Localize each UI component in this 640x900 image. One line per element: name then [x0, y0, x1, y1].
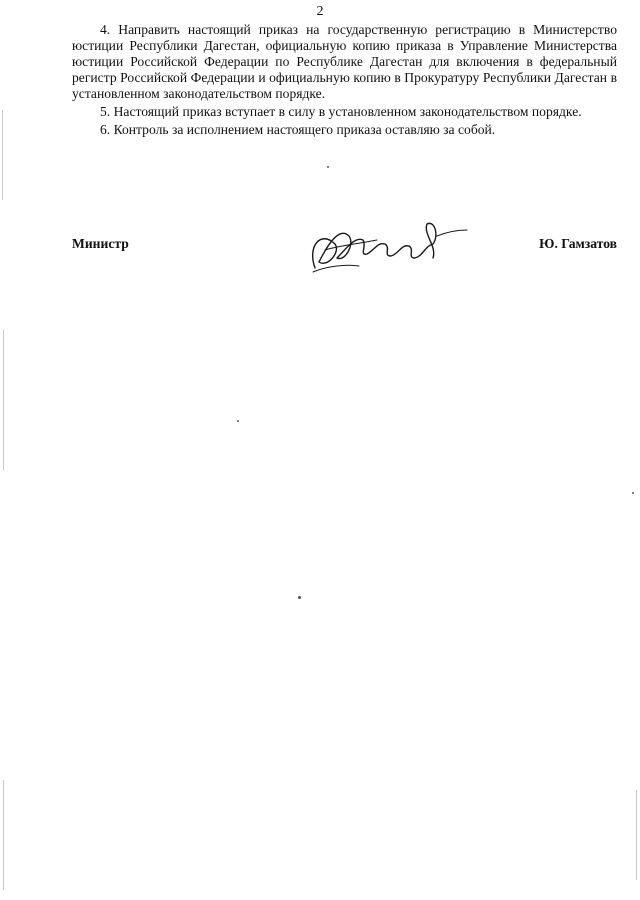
paragraph-5: 5. Настоящий приказ вступает в силу в установленном законодательством порядке. — [100, 104, 582, 119]
page-number: 2 — [316, 4, 324, 19]
scan-speck — [298, 596, 301, 599]
scan-edge-mark — [3, 330, 4, 470]
scan-speck — [237, 420, 239, 422]
signer-title: Министр — [72, 236, 129, 251]
signer-name: Ю. Гамзатов — [539, 236, 617, 251]
signature-block — [72, 228, 617, 288]
document-body — [72, 22, 617, 138]
paragraph-4: 4. Направить настоящий приказ на государственную регистрацию в Министерство юстиции Республики Дагестан, официальную копию приказа в Управление Министерства юстиции Российской Федерации по Республике Дагестан для включения в федеральный регистр Российской Федерации и официальную копию в Прокуратуру Республики Дагестан в установленном законодательством порядке. — [72, 22, 617, 101]
scan-speck — [632, 492, 634, 494]
scan-edge-mark — [3, 780, 4, 890]
scan-edge-mark — [2, 110, 3, 200]
handwritten-signature — [297, 206, 472, 284]
scan-edge-mark — [636, 790, 637, 880]
paragraph-6: 6. Контроль за исполнением настоящего приказа оставляю за собой. — [100, 122, 496, 137]
scan-speck — [327, 166, 329, 168]
